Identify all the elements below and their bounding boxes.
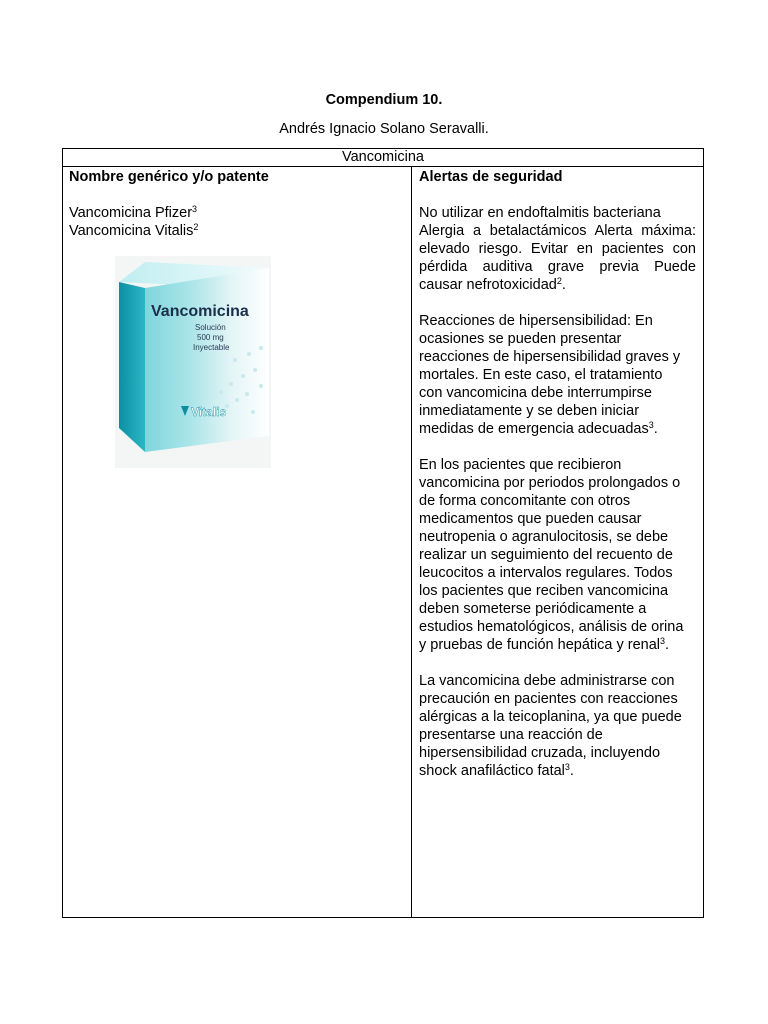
alert-paragraph-3: [419, 456, 696, 654]
brand-item-pfizer: Vancomicina Pfizer$^3$: [69, 204, 198, 221]
right-column: [419, 168, 696, 780]
alert-4-line: shock anafiláctico fatal$^3$.: [419, 762, 574, 779]
column-divider: [411, 167, 412, 917]
alert-4-line: alérgicas a la teicoplanina, ya que puede: [419, 709, 682, 725]
alert-1-line: pérdida auditiva grave previa Puede: [419, 259, 696, 275]
alert-2-line: mortales. En este caso, el tratamiento: [419, 367, 663, 383]
right-column-header: Alertas de seguridad: [419, 169, 563, 185]
alert-2-line: Reacciones de hipersensibilidad: En: [419, 313, 653, 329]
box-brand-text: Vancomicina: [151, 303, 249, 320]
alert-2-line: ocasiones se pueden presentar: [419, 331, 622, 347]
vancomicina-product-image: [115, 256, 271, 468]
alert-3-line: deben someterse periódicamente a: [419, 601, 647, 617]
alert-paragraph-2: [419, 312, 696, 438]
alert-1-line: causar nefrotoxicidad$^2$.: [419, 276, 566, 293]
alert-3-line: vancomicina por periodos prolongados o: [419, 475, 681, 491]
alert-3-line: neutropenia o agranulocitosis, se debe: [419, 529, 669, 545]
box-front: [145, 268, 269, 452]
left-column: [69, 168, 399, 240]
alert-paragraph-1: [419, 204, 696, 294]
box-maker-text: Vitalis: [191, 405, 227, 419]
alert-2-line: inmediatamente y se deben iniciar: [419, 403, 640, 419]
alert-1-line: Alergia a betalactámicos Alerta máxima:: [419, 223, 696, 239]
alert-3-line: los pacientes que reciben vancomicina: [419, 583, 669, 599]
alert-3-line: medicamentos que pueden causar: [419, 511, 642, 527]
drug-table: [62, 148, 704, 918]
alert-3-line: leucocitos a intervalos regulares. Todos: [419, 565, 673, 581]
brand-item-vitalis: Vancomicina Vitalis$^2$: [69, 222, 199, 239]
alert-3-line: realizar un seguimiento del recuento de: [419, 547, 673, 563]
alert-4-line: presentarse una reacción de: [419, 727, 603, 743]
alert-2-line: medidas de emergencia adecuadas$^3$.: [419, 420, 658, 437]
box-line1-text: Solución: [195, 323, 226, 332]
alert-2-line: con vancomicina debe interrumpirse: [419, 385, 652, 401]
document-author: Andrés Ignacio Solano Seravalli.: [279, 121, 489, 137]
alert-3-line: estudios hematológicos, análisis de orina: [419, 619, 684, 635]
document-title: Compendium 10.: [325, 92, 443, 108]
left-column-header: Nombre genérico y/o patente: [69, 169, 269, 185]
alert-4-line: precaución en pacientes con reacciones: [419, 691, 678, 707]
alert-paragraph-4: [419, 672, 696, 780]
alert-2-line: reacciones de hipersensibilidad graves y: [419, 349, 681, 365]
alert-4-line: La vancomicina debe administrarse con: [419, 673, 675, 689]
box-line3-text: Inyectable: [193, 343, 230, 352]
table-heading: Vancomicina: [63, 149, 703, 167]
alert-1-line: elevado riesgo. Evitar en pacientes con: [419, 241, 696, 257]
alert-4-line: hipersensibilidad cruzada, incluyendo: [419, 745, 661, 761]
box-line2-text: 500 mg: [197, 333, 224, 342]
box-side: [119, 282, 145, 452]
alert-3-line: de forma concomitante con otros: [419, 493, 631, 509]
alert-1-line: No utilizar en endoftalmitis bacteriana: [419, 205, 661, 221]
alert-3-line: y pruebas de función hepática y renal$^3$.: [419, 636, 670, 653]
alert-3-line: En los pacientes que recibieron: [419, 457, 622, 473]
